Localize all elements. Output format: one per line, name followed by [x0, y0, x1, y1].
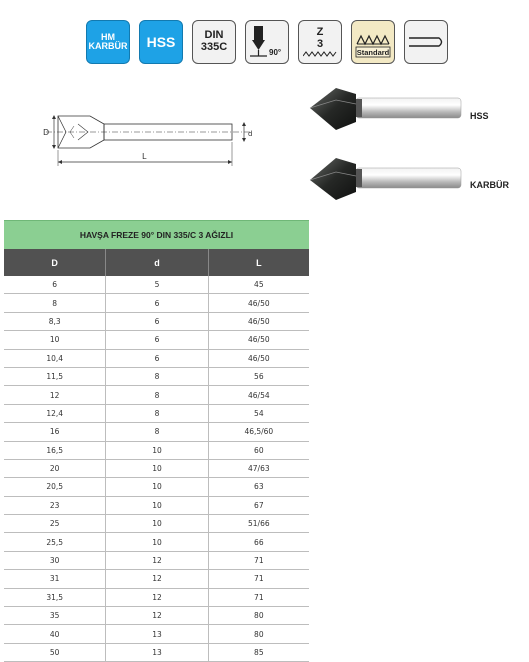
hss-product-photo	[306, 84, 466, 134]
table-row	[4, 497, 309, 515]
table-cell: 23	[49, 500, 60, 510]
technical-drawing	[40, 104, 260, 176]
table-cell: 8	[105, 368, 207, 385]
table-cell: 63	[208, 478, 309, 495]
table-cell: 12,4	[46, 408, 64, 418]
table-cell: 56	[208, 368, 309, 385]
table-cell: 30	[49, 556, 60, 566]
table-cell: 80	[208, 607, 309, 624]
table-row	[4, 313, 309, 331]
dimension-table	[4, 220, 309, 662]
table-cell: 54	[208, 405, 309, 422]
table-cell: 12	[105, 589, 207, 606]
table-cell: 51/66	[208, 515, 309, 532]
table-row	[4, 533, 309, 551]
table-row	[4, 570, 309, 588]
header-d: d	[105, 249, 207, 276]
teeth-icon	[303, 51, 337, 57]
table-cell: 16,5	[46, 445, 64, 455]
table-cell: 8	[52, 298, 58, 308]
table-cell: 71	[208, 570, 309, 587]
table-row	[4, 294, 309, 312]
table-cell: 85	[208, 644, 309, 661]
table-title: HAVŞA FREZE 90° DIN 335/C 3 AĞIZLI	[4, 220, 309, 249]
karbur-product-photo	[306, 154, 466, 204]
table-cell: 25,5	[46, 537, 64, 547]
table-cell: 47/63	[208, 460, 309, 477]
table-cell: 12	[105, 570, 207, 587]
table-cell: 31,5	[46, 592, 64, 602]
table-cell: 8	[105, 405, 207, 422]
table-row	[4, 644, 309, 662]
din-badge	[192, 20, 236, 64]
table-cell: 11,5	[46, 372, 64, 382]
table-cell: 31	[49, 574, 60, 584]
table-row	[4, 589, 309, 607]
table-row	[4, 276, 309, 294]
table-row	[4, 350, 309, 368]
header-L: L	[208, 249, 309, 276]
karbur-photo-label: KARBÜR	[470, 180, 509, 190]
table-row	[4, 607, 309, 625]
standard-label: Standard	[356, 48, 390, 57]
table-cell: 8	[105, 423, 207, 440]
table-cell: 20,5	[46, 482, 64, 492]
hss-photo-label: HSS	[470, 111, 489, 121]
table-cell: 5	[105, 276, 207, 293]
table-cell: 25	[49, 519, 60, 529]
standard-icon	[353, 22, 393, 62]
z-label: Z	[316, 26, 324, 39]
din-number-label: 335C	[200, 41, 228, 53]
table-cell: 10	[105, 460, 207, 477]
table-cell: 67	[208, 497, 309, 514]
table-cell: 10	[105, 515, 207, 532]
table-row	[4, 552, 309, 570]
table-cell: 10	[49, 335, 60, 345]
table-cell: 50	[49, 648, 60, 657]
table-cell: 12	[105, 607, 207, 624]
table-cell: 71	[208, 589, 309, 606]
table-cell: 6	[105, 294, 207, 311]
table-cell: 46/50	[208, 313, 309, 330]
karbur-label: KARBÜR	[88, 41, 128, 51]
table-cell: 10	[105, 442, 207, 459]
table-row	[4, 386, 309, 404]
table-cell: 13	[105, 625, 207, 642]
din-label: DIN	[204, 29, 224, 42]
hss-label: HSS	[146, 33, 176, 50]
hss-badge	[139, 20, 183, 64]
table-cell: 46/54	[208, 386, 309, 403]
table-cell: 6	[52, 280, 58, 290]
table-cell: 46/50	[208, 331, 309, 348]
teeth-badge	[298, 20, 342, 64]
hm-label: HM	[101, 31, 115, 42]
table-row	[4, 515, 309, 533]
table-cell: 10	[105, 478, 207, 495]
table-header-row	[4, 249, 309, 276]
hm-karbur-badge	[86, 20, 130, 64]
angle-label: 90°	[269, 48, 282, 57]
badge-row	[86, 20, 448, 66]
table-cell: 35	[49, 611, 60, 621]
table-cell: 46/50	[208, 294, 309, 311]
table-cell: 10	[105, 497, 207, 514]
table-cell: 40	[49, 629, 60, 639]
table-row	[4, 331, 309, 349]
table-cell: 10	[105, 533, 207, 550]
table-cell: 45	[208, 276, 309, 293]
label-L: L	[142, 152, 147, 161]
table-body	[4, 276, 309, 662]
table-row	[4, 442, 309, 460]
z-count-label: 3	[316, 38, 324, 50]
cylindrical-shank-icon	[406, 22, 446, 62]
table-cell: 12	[49, 390, 60, 400]
shank-badge	[404, 20, 448, 64]
label-D: D	[43, 128, 50, 137]
countersink-angle-icon	[247, 22, 287, 62]
table-cell: 8,3	[48, 316, 61, 326]
table-cell: 80	[208, 625, 309, 642]
table-row	[4, 625, 309, 643]
table-cell: 16	[49, 427, 60, 437]
table-cell: 20	[49, 464, 60, 474]
table-cell: 6	[105, 331, 207, 348]
angle-badge	[245, 20, 289, 64]
table-row	[4, 460, 309, 478]
table-cell: 10,4	[46, 353, 64, 363]
table-cell: 60	[208, 442, 309, 459]
table-cell: 8	[105, 386, 207, 403]
table-row	[4, 368, 309, 386]
table-row	[4, 423, 309, 441]
table-cell: 12	[105, 552, 207, 569]
table-cell: 66	[208, 533, 309, 550]
table-cell: 6	[105, 350, 207, 367]
table-row	[4, 478, 309, 496]
table-cell: 71	[208, 552, 309, 569]
table-cell: 6	[105, 313, 207, 330]
table-cell: 46,5/60	[208, 423, 309, 440]
table-cell: 13	[105, 644, 207, 661]
table-row	[4, 405, 309, 423]
header-D: D	[51, 257, 58, 268]
table-cell: 46/50	[208, 350, 309, 367]
standard-badge	[351, 20, 395, 64]
label-d: d	[248, 130, 253, 138]
